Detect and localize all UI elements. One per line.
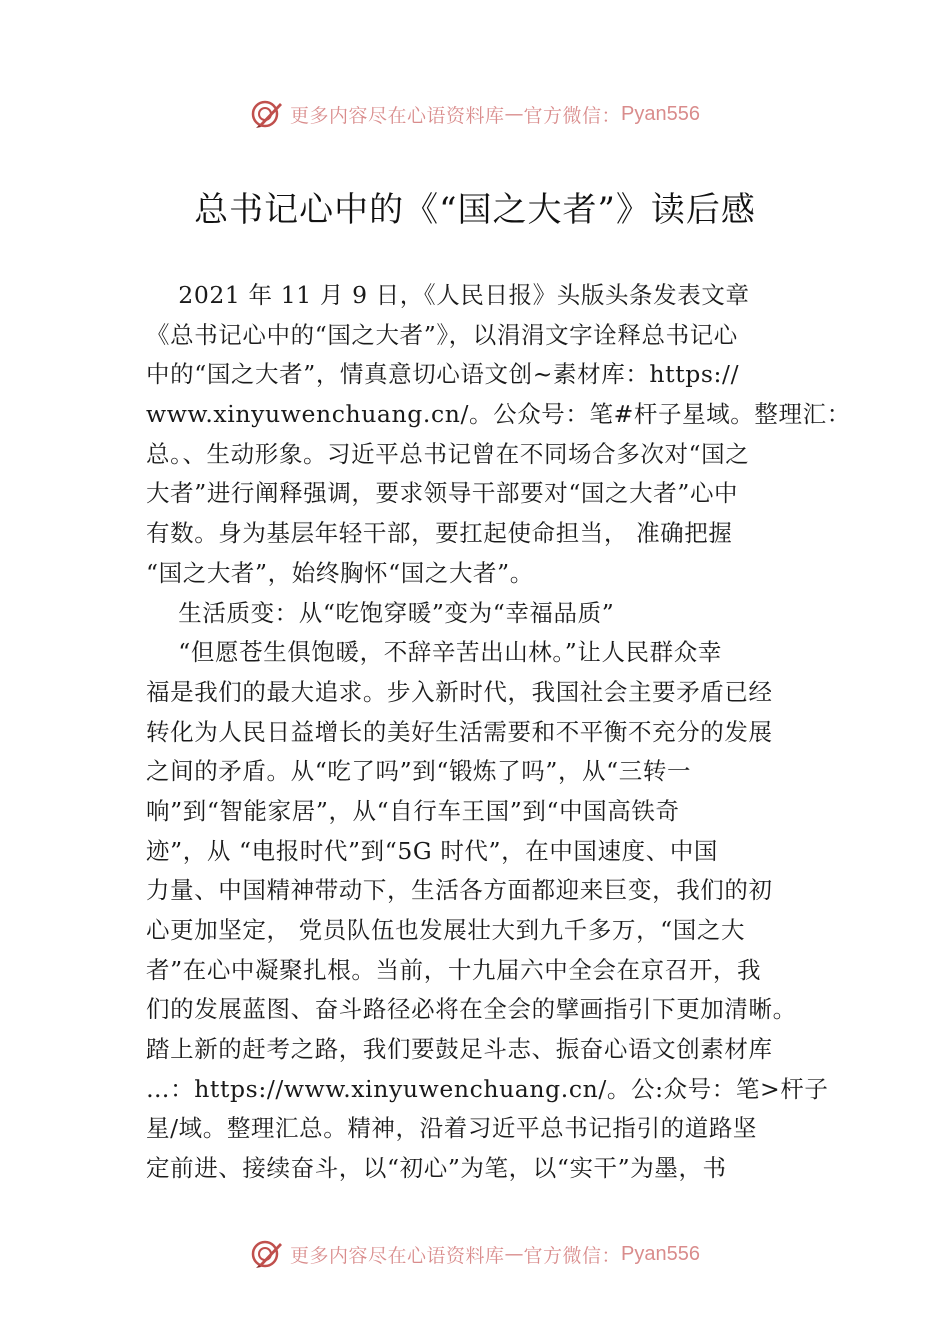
body-line: 星/域。整理汇总。精神，沿着习近平总书记指引的道路坚: [146, 1114, 758, 1143]
body-line: 《总书记心中的“国之大者”》，以涓涓文字诠释总书记心: [146, 320, 738, 349]
pen-logo-icon: [250, 1237, 284, 1271]
body-line: “但愿苍生俱饱暖，不辞辛苦出山林。”让人民群众幸: [146, 638, 722, 667]
document-body: [146, 276, 851, 1189]
banner-separator: —: [504, 1243, 524, 1265]
body-line: 2021 年 11 月 9 日，《人民日报》头版头条发表文章: [146, 281, 750, 309]
document-title: 总书记心中的《“国之大者”》读后感: [194, 190, 756, 230]
header-banner: [0, 94, 950, 134]
banner-wechat-label: 官方微信：: [523, 1244, 622, 1267]
body-line: 转化为人民日益增长的美好生活需要和不平衡不充分的发展: [146, 717, 773, 746]
body-line: 踏上新的赶考之路，我们要鼓足斗志、振奋心语文创素材库: [146, 1035, 773, 1064]
body-line: 之间的矛盾。从“吃了吗”到“锻炼了吗”，从“三转一: [146, 757, 692, 786]
body-line: 总。、生动形象。习近平总书记曾在不同场合多次对“国之: [146, 439, 750, 468]
body-line: 力量、中国精神带动下，生活各方面都迎来巨变，我们的初: [146, 876, 773, 905]
body-line: 们的发展蓝图、奋斗路径必将在全会的擘画指引下更加清晰。: [146, 995, 797, 1024]
banner-text: 更多内容尽在心语资料库: [290, 1244, 505, 1267]
pen-logo-icon: [250, 97, 284, 131]
body-line: 有数。身为基层年轻干部，要扛起使命担当， 准确把握: [146, 519, 733, 548]
banner-wechat-label: 官方微信：: [523, 104, 622, 127]
body-line: www.xinyuwenchuang.cn/。公众号：笔#杆子星域。整理汇：: [146, 400, 851, 429]
body-line: 响”到“智能家居”，从“自行车王国”到“中国高铁奇: [146, 796, 680, 825]
body-line: 中的“国之大者”，情真意切心语文创~素材库：https://: [146, 360, 740, 389]
banner-text: 更多内容尽在心语资料库: [290, 104, 505, 127]
banner-wechat-id: Pyan556: [621, 1242, 700, 1265]
footer-banner: [0, 1234, 950, 1274]
body-line: 迹”，从 “电报时代”到“5G 时代”，在中国速度、中国: [146, 836, 719, 865]
body-line: 定前进、接续奋斗，以“初心”为笔，以“实干”为墨，书: [146, 1154, 727, 1183]
body-line: …：https://www.xinyuwenchuang.cn/。公:众号：笔>杆子: [146, 1074, 829, 1103]
body-line: 大者”进行阐释强调，要求领导干部要对“国之大者”心中: [146, 479, 739, 508]
banner-separator: —: [504, 103, 524, 125]
section-heading: 生活质变：从“吃饱穿暖”变为“幸福品质”: [146, 598, 615, 627]
body-line: 心更加坚定， 党员队伍也发展壮大到九千多万，“国之大: [146, 916, 746, 944]
body-line: 福是我们的最大追求。步入新时代，我国社会主要矛盾已经: [146, 677, 773, 706]
body-line: 者”在心中凝聚扎根。当前，十九届六中全会在京召开，我: [146, 955, 762, 984]
body-line: “国之大者”，始终胸怀“国之大者”。: [146, 558, 534, 587]
banner-wechat-id: Pyan556: [621, 102, 700, 125]
